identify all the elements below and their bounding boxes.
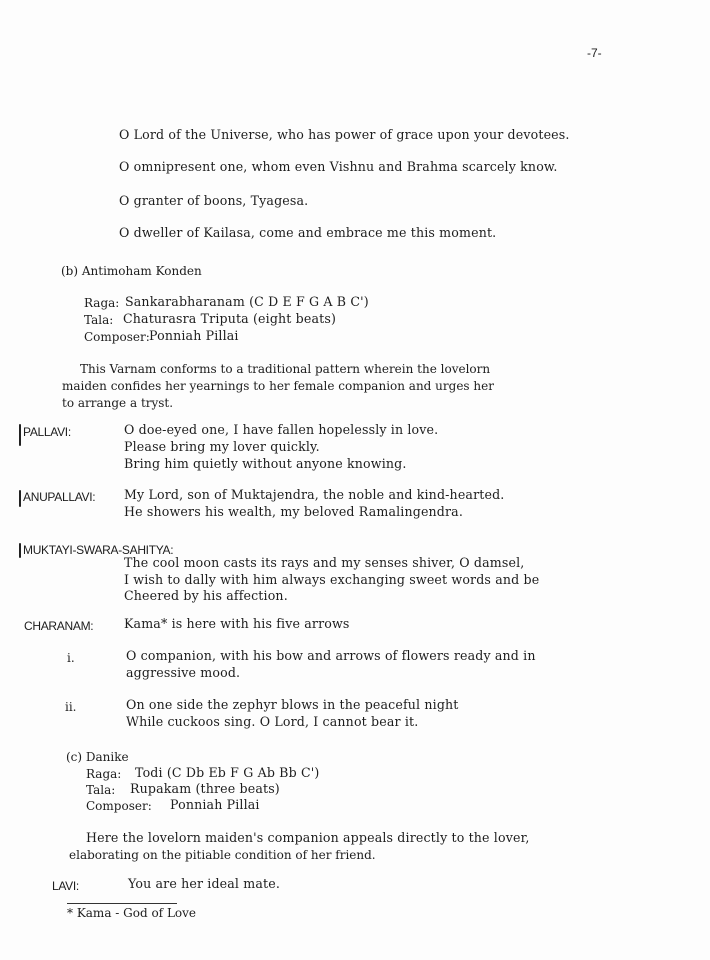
composer-label: Composer: bbox=[86, 799, 152, 813]
muktayi-line: The cool moon casts its rays and my senses shiver, O damsel, bbox=[124, 555, 525, 570]
pallavi-line: Bring him quietly without anyone knowing. bbox=[124, 456, 407, 471]
invocation-line: O omnipresent one, whom even Vishnu and Brahma scarcely know. bbox=[119, 159, 558, 174]
muktayi-line: Cheered by his affection. bbox=[124, 588, 288, 603]
charanam-item-marker: i. bbox=[67, 651, 75, 665]
page-number: -7- bbox=[587, 46, 602, 60]
charanam-item-marker: ii. bbox=[65, 700, 77, 714]
muktayi-label: MUKTAYI-SWARA-SAHITYA: bbox=[23, 543, 174, 557]
anupallavi-line: He showers his wealth, my beloved Ramalingendra. bbox=[124, 504, 463, 519]
charanam-item-line: On one side the zephyr blows in the peaceful night bbox=[126, 697, 459, 712]
charanam-item-line: aggressive mood. bbox=[126, 665, 241, 680]
anupallavi-line: My Lord, son of Muktajendra, the noble and kind-hearted. bbox=[124, 487, 505, 502]
tala-label: Tala: bbox=[84, 313, 114, 327]
raga-label: Raga: bbox=[84, 296, 120, 310]
composer-value: Ponniah Pillai bbox=[149, 328, 239, 343]
tala-value: Chaturasra Triputa (eight beats) bbox=[123, 311, 337, 326]
margin-mark bbox=[19, 490, 21, 507]
tala-value: Rupakam (three beats) bbox=[130, 781, 280, 796]
section-b-heading: (b) Antimoham Konden bbox=[61, 264, 202, 278]
margin-mark bbox=[19, 424, 21, 446]
description-line: Here the lovelorn maiden's companion appeals directly to the lover, bbox=[86, 830, 530, 845]
invocation-line: O Lord of the Universe, who has power of grace upon your devotees. bbox=[119, 127, 570, 142]
description-line: maiden confides her yearnings to her female companion and urges her bbox=[62, 379, 494, 393]
composer-label: Composer: bbox=[84, 330, 150, 344]
charanam-item-line: While cuckoos sing. O Lord, I cannot bear it. bbox=[126, 714, 419, 729]
invocation-line: O granter of boons, Tyagesa. bbox=[119, 193, 309, 208]
anupallavi-label: ANUPALLAVI: bbox=[23, 490, 96, 504]
description-line: This Varnam conforms to a traditional pattern wherein the lovelorn bbox=[80, 362, 491, 376]
pallavi-line: O doe-eyed one, I have fallen hopelessly in love. bbox=[124, 422, 439, 437]
lavi-label: LAVI: bbox=[52, 879, 79, 893]
footnote: * Kama - God of Love bbox=[67, 906, 197, 920]
invocation-line: O dweller of Kailasa, come and embrace me this moment. bbox=[119, 225, 497, 240]
description-line: elaborating on the pitiable condition of her friend. bbox=[69, 848, 376, 862]
raga-label: Raga: bbox=[86, 767, 122, 781]
raga-value: Sankarabharanam (C D E F G A B C') bbox=[125, 294, 369, 309]
muktayi-line: I wish to dally with him always exchanging sweet words and be bbox=[124, 572, 540, 587]
composer-value: Ponniah Pillai bbox=[170, 797, 260, 812]
footnote-rule bbox=[67, 903, 177, 904]
description-line: to arrange a tryst. bbox=[62, 396, 174, 410]
pallavi-label: PALLAVI: bbox=[23, 425, 71, 439]
charanam-label: CHARANAM: bbox=[24, 619, 94, 633]
charanam-line: Kama* is here with his five arrows bbox=[124, 616, 350, 631]
charanam-item-line: O companion, with his bow and arrows of flowers ready and in bbox=[126, 648, 536, 663]
pallavi-line: Please bring my lover quickly. bbox=[124, 439, 320, 454]
lavi-line: You are her ideal mate. bbox=[128, 876, 280, 891]
tala-label: Tala: bbox=[86, 783, 116, 797]
section-c-heading: (c) Danike bbox=[66, 750, 129, 764]
margin-mark bbox=[19, 543, 21, 558]
raga-value: Todi (C Db Eb F G Ab Bb C') bbox=[135, 765, 320, 780]
